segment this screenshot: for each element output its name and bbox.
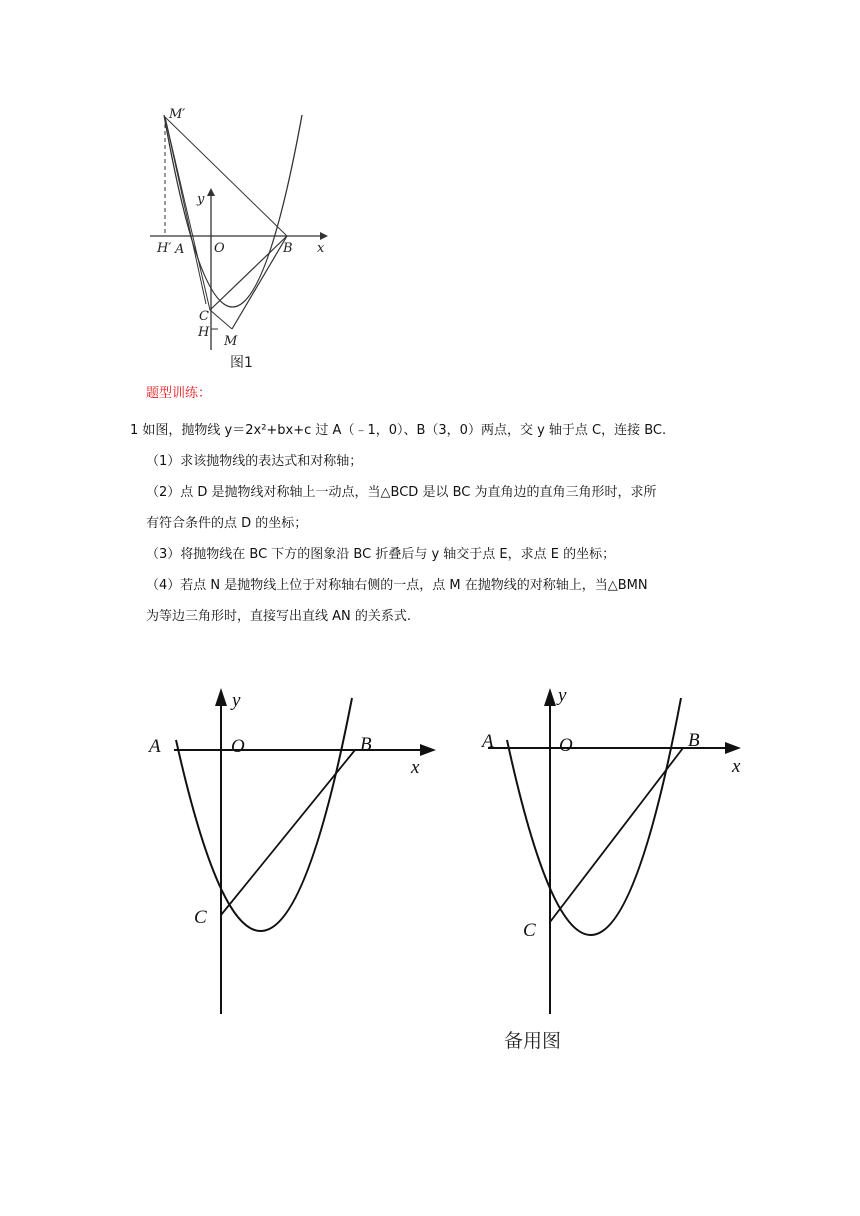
- segment-m-b: [232, 236, 287, 329]
- y-axis-arrow: [207, 188, 215, 196]
- label-b: B: [283, 241, 293, 256]
- label-c: C: [523, 920, 536, 941]
- figure-left-svg: [140, 680, 450, 1020]
- label-c: C: [194, 907, 207, 928]
- label-h-prime: H′: [157, 241, 172, 256]
- label-b: B: [688, 730, 700, 751]
- segment-b-c: [550, 748, 683, 922]
- x-axis-arrow: [725, 742, 741, 754]
- segment-c-m: [210, 310, 232, 329]
- label-a: A: [149, 736, 161, 757]
- question-1: （1）求该抛物线的表达式和对称轴；: [146, 454, 363, 469]
- figure-right-svg: [470, 680, 780, 1020]
- segment-b-c: [221, 750, 355, 915]
- label-c: C: [199, 309, 209, 324]
- x-axis-arrow: [320, 232, 328, 240]
- label-o: O: [559, 735, 573, 756]
- label-o: O: [231, 736, 245, 757]
- figure-left: [140, 680, 450, 1020]
- problem-text: [130, 415, 750, 632]
- question-3: （3）将抛物线在 BC 下方的图象沿 BC 折叠后与 y 轴交于点 E，求点 E 的坐标；: [146, 547, 616, 562]
- segment-m-prime-c-2: [165, 117, 206, 304]
- label-y: y: [197, 192, 205, 207]
- figure-1-svg: [140, 100, 340, 375]
- y-axis-arrow: [215, 688, 227, 706]
- label-m: M: [224, 334, 238, 349]
- x-axis-arrow: [420, 744, 436, 756]
- question-4-line-2: 为等边三角形时，直接写出直线 AN 的关系式.: [146, 609, 412, 624]
- figure-1-caption: 图1: [230, 355, 253, 371]
- label-m-prime: M′: [169, 107, 186, 122]
- label-x: x: [411, 757, 420, 778]
- figure-right: [470, 680, 780, 1020]
- label-x: x: [317, 241, 325, 256]
- label-a: A: [482, 731, 494, 752]
- question-2-line-1: （2）点 D 是抛物线对称轴上一动点，当△BCD 是以 BC 为直角边的直角三角形时，求所: [146, 485, 657, 500]
- label-h: H: [198, 325, 210, 340]
- label-x: x: [732, 756, 741, 777]
- question-4-line-1: （4）若点 N 是抛物线上位于对称轴右侧的一点，点 M 在抛物线的对称轴上，当△BMN: [146, 578, 648, 593]
- parabola-curve: [507, 698, 681, 935]
- problem-statement: 1 如图，抛物线 y＝2x²+bx+c 过 A（﹣1，0）、B（3，0）两点，交 y 轴于点 C，连接 BC.: [130, 423, 667, 438]
- backup-figure-caption: 备用图: [504, 1030, 562, 1052]
- parabola-curve: [176, 698, 352, 931]
- label-y: y: [558, 685, 567, 706]
- y-axis-arrow: [544, 688, 556, 706]
- question-2-line-2: 有符合条件的点 D 的坐标；: [146, 516, 308, 531]
- label-o: O: [214, 241, 225, 256]
- parabola-curve: [164, 115, 302, 307]
- section-title: 题型训练：: [146, 386, 212, 401]
- label-y: y: [232, 690, 241, 711]
- label-a: A: [175, 242, 185, 257]
- segment-m-prime-b: [165, 117, 287, 236]
- figure-1: [140, 100, 340, 375]
- label-b: B: [360, 734, 372, 755]
